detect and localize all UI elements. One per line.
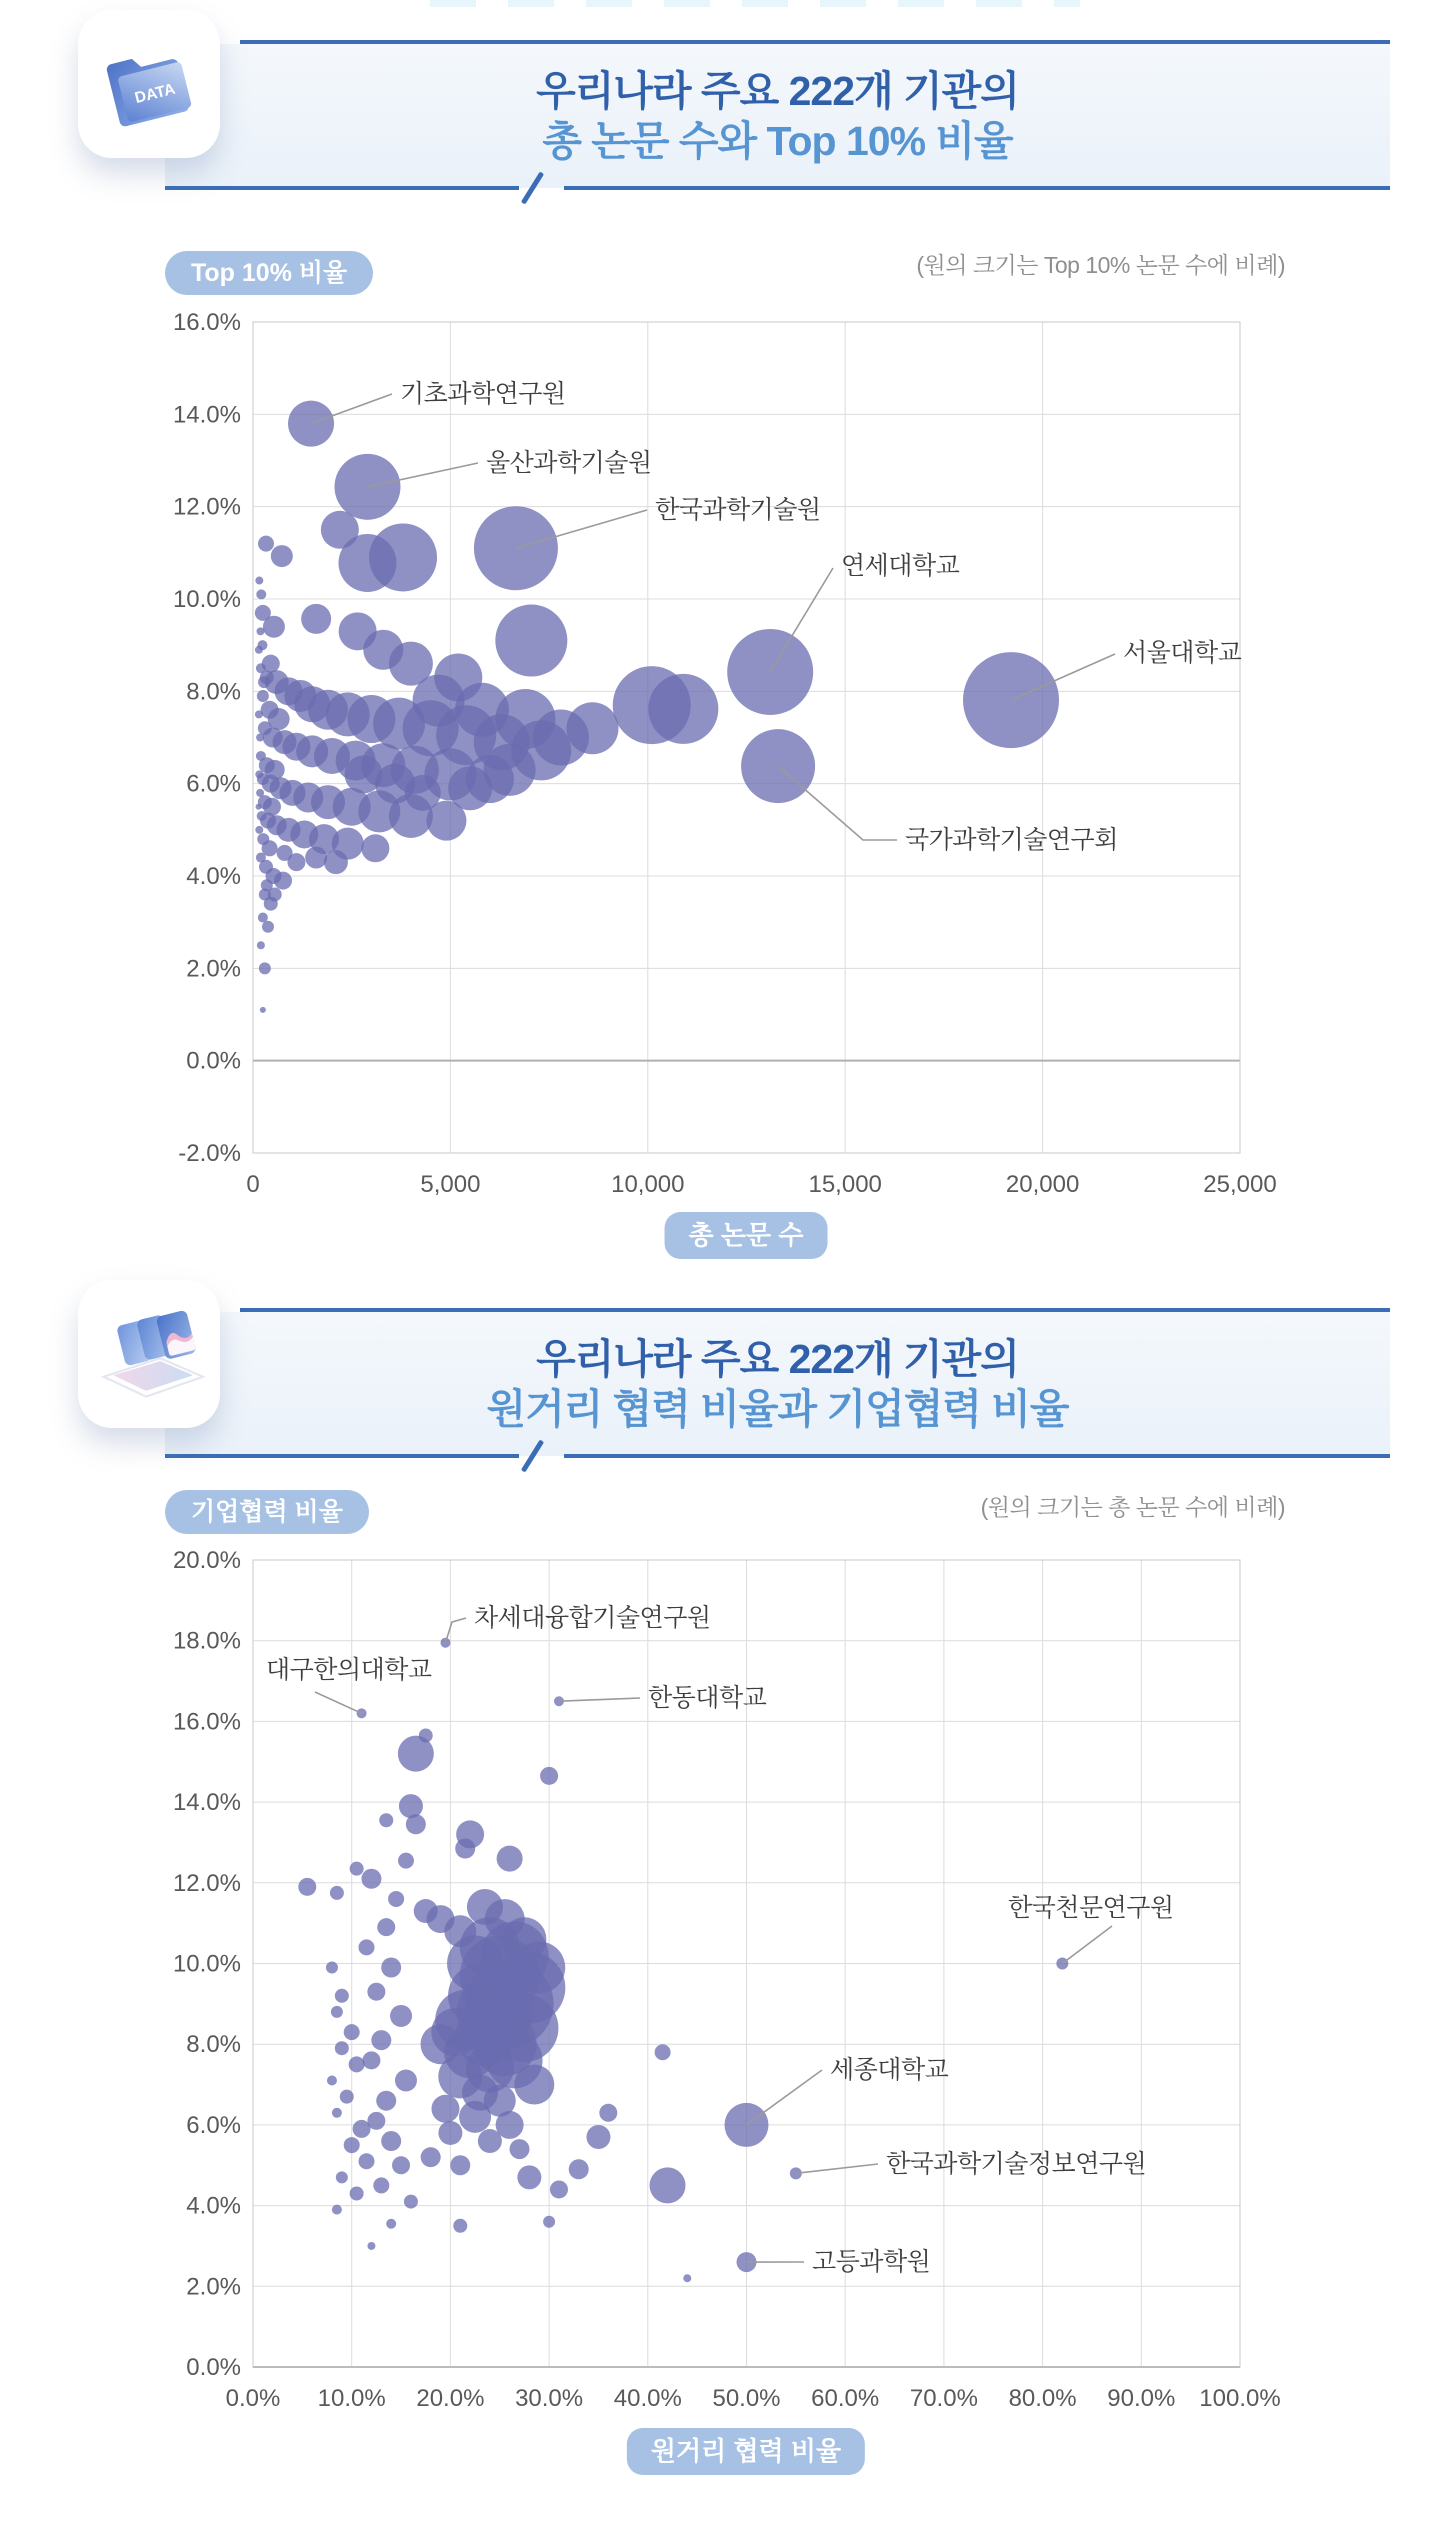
annotation-leader-line [315, 1692, 362, 1713]
institution-bubble [330, 1886, 344, 1900]
svg-text:40.0%: 40.0% [613, 2385, 682, 2412]
institution-bubble [326, 1962, 338, 1974]
section1-header-bottom-rule-right [564, 186, 1390, 190]
annotation-label: 국가과학기술연구회 [905, 826, 1118, 854]
institution-bubble [367, 1983, 385, 2001]
svg-text:2.0%: 2.0% [186, 2273, 241, 2301]
annotation-label: 한국과학기술정보연구원 [886, 2150, 1147, 2178]
section1-header-panel [165, 44, 1390, 188]
section2-y-axis-badge: 기업협력 비율 [165, 1490, 369, 1534]
institution-bubble [550, 2180, 568, 2198]
institution-bubble [271, 545, 293, 567]
y-axis-tick-labels [173, 309, 241, 1167]
annotation-leader-line [1062, 1926, 1112, 1964]
institution-bubble [650, 2167, 686, 2203]
institution-bubble [335, 2041, 349, 2055]
svg-text:8.0%: 8.0% [186, 678, 241, 706]
institution-bubble [398, 1853, 414, 1869]
bubbles-layer [298, 1638, 1068, 2283]
bubble-chart-collaboration [100, 1540, 1400, 2420]
svg-text:10.0%: 10.0% [172, 1950, 241, 1978]
x-axis-tick-labels [246, 1171, 1276, 1198]
institution-bubble [514, 2065, 554, 2105]
annotation-label: 한국과학기술원 [655, 496, 821, 524]
institution-bubble [335, 1989, 349, 2003]
institution-bubble [344, 2137, 360, 2153]
institution-bubble [390, 2005, 412, 2027]
institution-bubble [260, 1007, 266, 1013]
institution-bubble [367, 2112, 385, 2130]
institution-bubble [517, 2165, 541, 2189]
svg-text:6.0%: 6.0% [186, 770, 241, 798]
section1-size-note: (원의 크기는 Top 10% 논문 수에 비례) [916, 252, 1285, 278]
institution-bubble [255, 826, 263, 834]
institution-bubble [406, 1814, 426, 1834]
institution-bubble [540, 1767, 558, 1785]
institution-bubble [419, 1729, 433, 1743]
annotation-label: 세종대학교 [830, 2056, 949, 2084]
institution-bubble [361, 1869, 381, 1889]
institution-bubble [438, 2121, 462, 2145]
institution-bubble [332, 2205, 342, 2215]
svg-text:2.0%: 2.0% [186, 955, 241, 983]
institution-bubble [543, 2216, 555, 2228]
institution-bubble [431, 2095, 459, 2123]
svg-text:25,000: 25,000 [1203, 1171, 1277, 1198]
section2-x-axis-badge: 원거리 협력 비율 [627, 2428, 865, 2475]
x-axis-tick-labels [226, 2385, 1281, 2412]
data-folder-icon [78, 10, 220, 158]
svg-text:70.0%: 70.0% [909, 2385, 978, 2412]
svg-text:80.0%: 80.0% [1008, 2385, 1077, 2412]
svg-text:18.0%: 18.0% [172, 1627, 241, 1655]
institution-bubble [371, 2030, 391, 2050]
institution-bubble [305, 847, 327, 869]
data-folder-icon-art [78, 10, 220, 158]
institution-bubble [377, 1918, 395, 1936]
institution-bubble [262, 921, 274, 933]
institution-bubble [434, 653, 482, 701]
svg-text:4.0%: 4.0% [186, 863, 241, 890]
svg-text:90.0%: 90.0% [1107, 2385, 1176, 2412]
annotation-label: 연세대학교 [841, 552, 960, 580]
annotation-label: 울산과학기술원 [486, 449, 652, 477]
svg-text:10.0%: 10.0% [317, 2385, 386, 2412]
svg-text:60.0%: 60.0% [811, 2385, 880, 2412]
institution-bubble [450, 2155, 470, 2175]
institution-bubble [301, 604, 331, 634]
institution-bubble [256, 804, 262, 810]
section1-x-axis-badge: 총 논문 수 [665, 1212, 828, 1259]
institution-bubble [350, 1862, 364, 1876]
institution-bubble [287, 853, 305, 871]
institution-bubble [332, 2108, 342, 2118]
institution-bubble [255, 577, 263, 585]
institution-bubble [509, 2139, 529, 2159]
institution-bubble [474, 506, 558, 590]
annotation-label: 한동대학교 [648, 1684, 767, 1712]
svg-text:-2.0%: -2.0% [178, 1140, 241, 1167]
institution-bubble [259, 962, 271, 974]
annotation-label: 차세대융합기술연구원 [474, 1604, 711, 1632]
institution-bubble [569, 2159, 589, 2179]
institution-bubble [386, 2219, 396, 2229]
svg-text:20.0%: 20.0% [172, 1547, 241, 1574]
institution-bubble [350, 2186, 364, 2200]
institution-bubble [727, 629, 813, 715]
institution-bubble [359, 2153, 375, 2169]
institution-bubble [359, 1939, 375, 1955]
institution-bubble [567, 702, 619, 754]
svg-text:20.0%: 20.0% [416, 2385, 485, 2412]
annotation-label: 대구한의대학교 [266, 1656, 432, 1684]
institution-bubble [459, 2101, 491, 2133]
svg-text:10.0%: 10.0% [172, 586, 241, 613]
cropped-previous-section-text [430, 0, 1080, 7]
institution-bubble [257, 690, 269, 702]
svg-text:5,000: 5,000 [420, 1171, 481, 1198]
institution-bubble [344, 2024, 360, 2040]
institution-bubble [395, 2070, 417, 2092]
svg-text:30.0%: 30.0% [515, 2385, 584, 2412]
svg-text:0.0%: 0.0% [225, 2385, 281, 2412]
institution-bubble [349, 2056, 365, 2072]
institution-bubble [421, 2147, 441, 2167]
section1-title-line2: 총 논문 수와 Top 10% 비율 [542, 118, 1013, 164]
section2-title-line2: 원거리 협력 비율과 기업협력 비율 [486, 1386, 1069, 1432]
institution-bubble [256, 663, 266, 673]
institution-bubble [274, 872, 292, 890]
institution-bubble [453, 2219, 467, 2233]
data-folder-icon-label: DATA [133, 80, 178, 108]
institution-bubble [298, 1878, 316, 1896]
annotation-label: 기초과학연구원 [400, 380, 566, 408]
svg-text:10,000: 10,000 [611, 1171, 685, 1198]
svg-text:0.0%: 0.0% [186, 2354, 241, 2381]
section1-title-line1: 우리나라 주요 222개 기관의 [536, 67, 1019, 114]
report-stack-icon-art [78, 1280, 220, 1428]
institution-bubble [345, 755, 383, 793]
institution-bubble [741, 729, 815, 803]
institution-bubble [363, 630, 403, 670]
institution-bubble [321, 511, 359, 549]
institution-bubble [331, 2006, 343, 2018]
y-axis-tick-labels [173, 1547, 241, 2381]
institution-bubble [340, 2090, 354, 2104]
section1-y-axis-badge: Top 10% 비율 [165, 251, 373, 295]
annotation-leader-line [559, 1698, 640, 1701]
svg-text:50.0%: 50.0% [712, 2385, 781, 2412]
section2-header-bottom-rule-right [564, 1454, 1390, 1458]
institution-bubble [258, 676, 270, 688]
institution-bubble [379, 1813, 393, 1827]
report-stack-icon [78, 1280, 220, 1428]
svg-text:16.0%: 16.0% [172, 1708, 241, 1736]
institution-bubble [256, 589, 266, 599]
svg-text:6.0%: 6.0% [186, 2111, 241, 2139]
section2-title-line1: 우리나라 주요 222개 기관의 [536, 1335, 1019, 1382]
institution-bubble [367, 2242, 375, 2250]
institution-bubble [336, 2171, 348, 2183]
annotation-label: 고등과학원 [812, 2248, 931, 2276]
annotation-label: 한국천문연구원 [1008, 1894, 1174, 1922]
institution-bubble [376, 2091, 396, 2111]
section2-header-bottom-rule-left [165, 1454, 519, 1458]
svg-text:0: 0 [246, 1171, 260, 1198]
institution-bubble [327, 2076, 337, 2086]
section1-header-bottom-rule-left [165, 186, 519, 190]
institution-bubble [263, 616, 285, 638]
svg-text:12.0%: 12.0% [172, 493, 241, 521]
bubbles-layer [255, 401, 1059, 1013]
institution-bubble [268, 887, 282, 901]
institution-bubble [255, 710, 263, 718]
annotation-label: 서울대학교 [1123, 639, 1242, 667]
institution-bubble [288, 401, 334, 447]
institution-bubble [373, 2177, 389, 2193]
annotation-leader-line [796, 2164, 878, 2173]
institution-bubble [324, 850, 348, 874]
institution-bubble [495, 689, 555, 749]
institution-bubble [655, 2044, 671, 2060]
bubble-chart-top10-rate [100, 300, 1400, 1265]
institution-bubble [257, 627, 265, 635]
svg-text:100.0%: 100.0% [1199, 2385, 1281, 2412]
institution-bubble [361, 834, 389, 862]
institution-bubble [404, 2195, 418, 2209]
svg-text:14.0%: 14.0% [172, 1789, 241, 1817]
institution-bubble [388, 1891, 404, 1907]
annotation-leader-line [747, 2070, 823, 2125]
institution-bubble [257, 941, 265, 949]
institution-bubble [455, 1839, 475, 1859]
svg-text:14.0%: 14.0% [172, 401, 241, 429]
institution-bubble [392, 2156, 410, 2174]
institution-bubble [478, 2129, 502, 2153]
institution-bubble [256, 734, 264, 742]
institution-bubble [399, 1794, 423, 1818]
institution-bubble [648, 674, 718, 744]
annotations-layer [266, 1604, 1174, 2276]
section2-header-panel [165, 1312, 1390, 1456]
svg-text:20,000: 20,000 [1005, 1171, 1080, 1198]
institution-bubble [683, 2274, 691, 2282]
svg-text:4.0%: 4.0% [186, 2192, 241, 2220]
svg-text:16.0%: 16.0% [172, 309, 241, 336]
institution-bubble [586, 2125, 610, 2149]
svg-text:12.0%: 12.0% [172, 1869, 241, 1897]
svg-text:15,000: 15,000 [808, 1171, 882, 1198]
institution-bubble [258, 536, 274, 552]
institution-bubble [381, 1958, 401, 1978]
institution-bubble [440, 1638, 450, 1648]
institution-bubble [599, 2104, 617, 2122]
institution-bubble [362, 2051, 380, 2069]
institution-bubble [257, 640, 267, 650]
section2-size-note: (원의 크기는 총 논문 수에 비례) [980, 1494, 1285, 1520]
institution-bubble [495, 605, 567, 677]
institution-bubble [497, 1846, 523, 1872]
institution-bubble [381, 2131, 401, 2151]
institution-bubble [255, 770, 263, 778]
institution-bubble [484, 744, 536, 796]
svg-text:0.0%: 0.0% [186, 1047, 241, 1075]
svg-text:8.0%: 8.0% [186, 2031, 241, 2059]
